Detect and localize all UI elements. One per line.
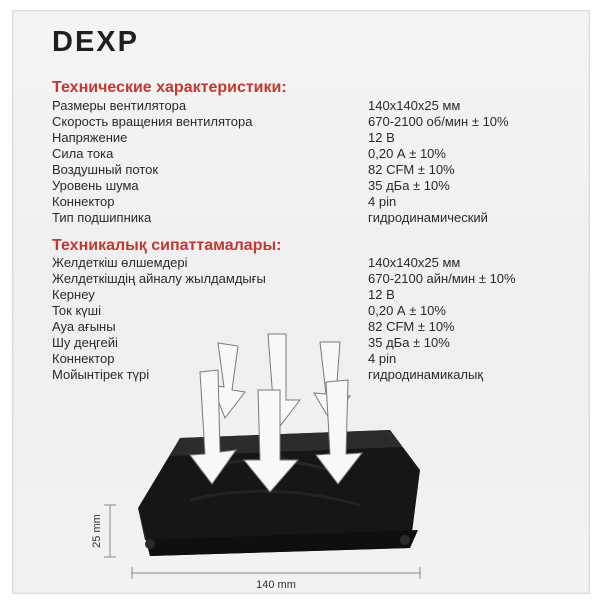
spec-value: 670-2100 айн/мин ± 10%: [368, 271, 516, 286]
spec-label: Мойынтірек түрі: [52, 367, 150, 382]
spec-label: Воздушный поток: [52, 162, 159, 177]
spec-value: 12 В: [368, 130, 395, 145]
height-dimension-label: 25 mm: [91, 514, 103, 548]
spec-title-ru: Технические характеристики:: [52, 79, 287, 96]
spec-value: 140x140x25 мм: [368, 98, 461, 113]
spec-value: 0,20 А ± 10%: [368, 146, 446, 161]
spec-label: Уровень шума: [52, 178, 139, 193]
spec-label: Напряжение: [52, 130, 128, 145]
spec-label: Скорость вращения вентилятора: [52, 114, 253, 129]
spec-label: Тип подшипника: [52, 210, 152, 225]
airflow-arrows: [190, 334, 362, 492]
spec-value: 4 pin: [368, 351, 397, 366]
spec-label: Размеры вентилятора: [52, 98, 187, 113]
spec-value: гидродинамический: [368, 210, 488, 225]
spec-title-kz: Техникалық сипаттамалары:: [52, 237, 282, 254]
spec-label: Коннектор: [52, 194, 115, 209]
spec-label: Желдеткішдің айналу жылдамдығы: [52, 271, 266, 286]
spec-value: 4 pin: [368, 194, 397, 209]
brand-logo: DEXP: [52, 26, 139, 58]
spec-value: гидродинамикалық: [368, 367, 484, 382]
width-dimension-label: 140 mm: [256, 579, 296, 591]
spec-value: 670-2100 об/мин ± 10%: [368, 114, 509, 129]
spec-label: Шу деңгейі: [52, 335, 118, 350]
spec-value: 140x140x25 мм: [368, 255, 461, 270]
spec-value: 12 В: [368, 287, 395, 302]
spec-value: 35 дБа ± 10%: [368, 335, 450, 350]
spec-label: Сила тока: [52, 146, 114, 161]
spec-label: Ток күші: [52, 303, 101, 318]
spec-label: Ауа ағыны: [52, 319, 116, 334]
spec-value: 82 CFM ± 10%: [368, 162, 455, 177]
spec-label: Желдеткіш өлшемдері: [52, 255, 188, 270]
spec-label: Кернеу: [52, 287, 95, 302]
spec-value: 35 дБа ± 10%: [368, 178, 450, 193]
spec-value: 0,20 А ± 10%: [368, 303, 446, 318]
spec-label: Коннектор: [52, 351, 115, 366]
spec-value: 82 CFM ± 10%: [368, 319, 455, 334]
